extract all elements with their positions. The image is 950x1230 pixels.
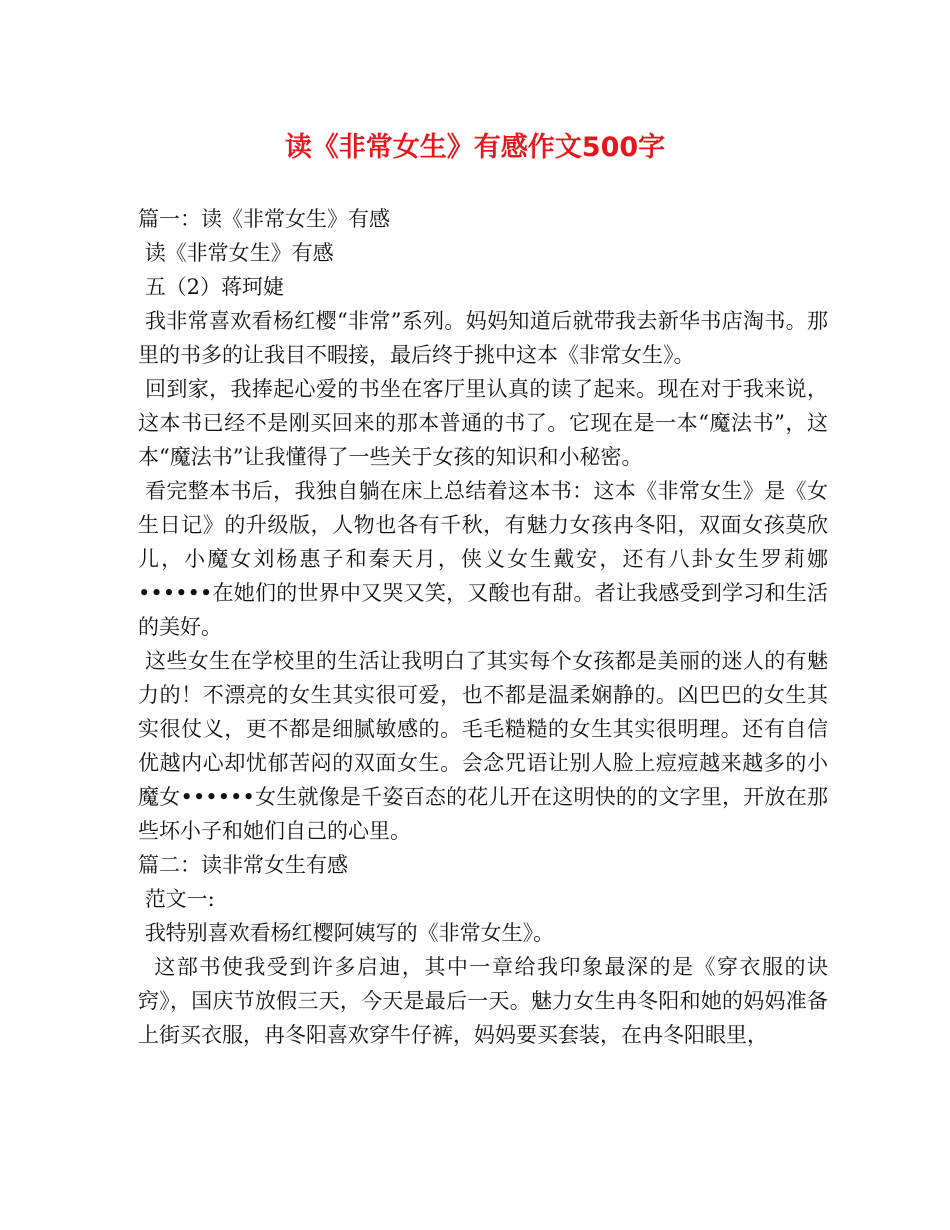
- essay-title: 读《非常女生》有感: [138, 241, 334, 265]
- paragraph: 我非常喜欢看杨红樱“非常”系列。妈妈知道后就带我去新华书店淘书。那里的书多的让我目不暇接，最后终于挑中这本《非常女生》。: [138, 309, 828, 367]
- sample-label: 范文一:: [138, 887, 215, 911]
- author-line: 五（2）蒋珂婕: [138, 275, 285, 299]
- section-heading-1: 篇一：读《非常女生》有感: [138, 207, 390, 231]
- paragraph: 回到家，我捧起心爱的书坐在客厅里认真的读了起来。现在对于我来说，这本书已经不是刚买回来的那本普通的书了。它现在是一本“魔法书”，这本“魔法书”让我懂得了一些关于女孩的知识和小秘密。: [138, 377, 828, 469]
- paragraph: 我特别喜欢看杨红樱阿姨写的《非常女生》。: [138, 921, 555, 945]
- document-body: [138, 202, 828, 1052]
- paragraph: 看完整本书后，我独自躺在床上总结着这本书：这本《非常女生》是《女生日记》的升级版，人物也各有千秋，有魅力女孩冉冬阳，双面女孩莫欣儿，小魔女刘杨惠子和秦天月，侠义女生戴安，还有八卦女生罗莉娜••••••在她们的世界中又哭又笑，又酸也有甜。者让我感受到学习和生活的美好。: [138, 479, 828, 639]
- section-heading-2: 篇二：读非常女生有感: [138, 853, 348, 877]
- document-title: 读《非常女生》有感作文500字: [284, 132, 666, 163]
- paragraph: 这部书使我受到许多启迪，其中一章给我印象最深的是《穿衣服的诀窍》，国庆节放假三天，今天是最后一天。魅力女生冉冬阳和她的妈妈准备上街买衣服，冉冬阳喜欢穿牛仔裤，妈妈要买套装，在冉冬阳眼里，: [138, 955, 829, 1047]
- paragraph: 这些女生在学校里的生活让我明白了其实每个女孩都是美丽的迷人的有魅力的！不漂亮的女生其实很可爱，也不都是温柔娴静的。凶巴巴的女生其实很仗义，更不都是细腻敏感的。毛毛糙糙的女生其实很明理。还有自信优越内心却忧郁苦闷的双面女生。会念咒语让别人脸上痘痘越来越多的小魔女••••••女生就像是千姿百态的花儿开在这明快的的文字里，开放在那些坏小子和她们自己的心里。: [138, 649, 828, 843]
